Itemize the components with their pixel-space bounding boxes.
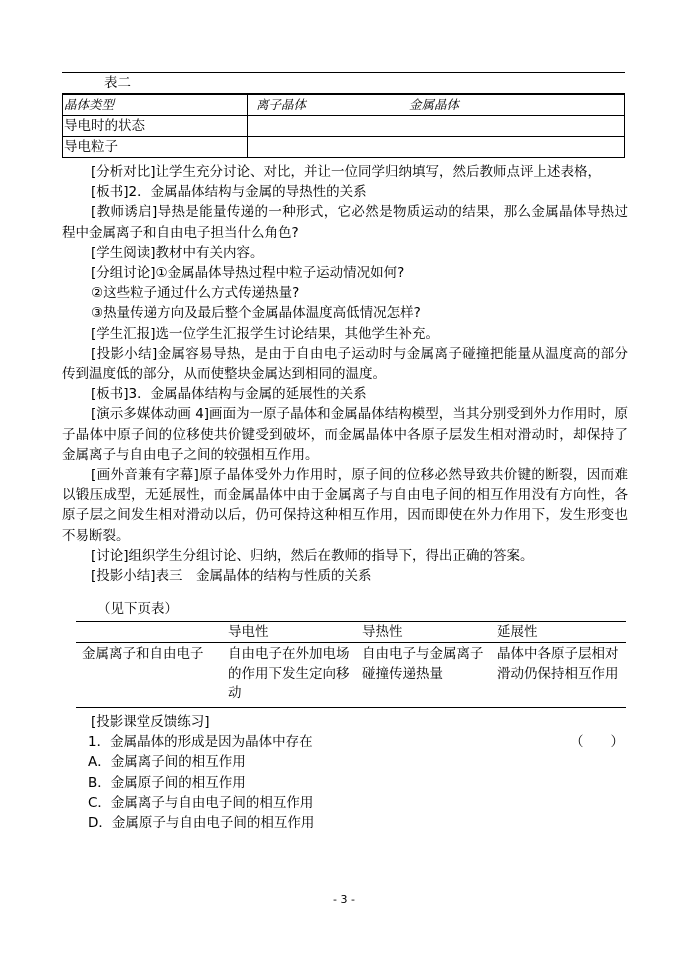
paragraph-student-report: [学生汇报]选一位学生汇报学生讨论结果，其他学生补充。 — [91, 325, 440, 342]
paragraph-student-reading: [学生阅读]教材中有关内容。 — [91, 244, 264, 261]
paragraph-teacher-prompt: [教师诱启]导热是能量传递的一种形式，它必然是物质运动的结果，那么金属晶体导热过程中金属离子和自由电子担当什么角色? — [62, 204, 628, 241]
paragraph-analysis: [分析对比]让学生充分讨论、对比，并让一位同学归纳填写，然后教师点评上述表格， — [91, 164, 602, 180]
header-ionic-crystal: 离子晶体 — [256, 97, 307, 112]
empty-cell — [248, 116, 625, 137]
exercise-heading: [投影课堂反馈练习] — [91, 714, 210, 730]
paragraph-voiceover: [画外音兼有字幕]原子晶体受外力作用时，原子间的位移必然导致共价键的断裂，因而难以锻压成型，无延展性，而金属晶体中由于金属离子与自由电子间的相互作用没有方向性，各原子层之间发生相对滑动以后，仍可保持这种相互作用，因而即使在外力作用下，发生形变也不易断裂。 — [62, 467, 628, 544]
cell-thermal: 自由电子与金属离子碰撞传递热量 — [356, 643, 491, 708]
option-c: C．金属离子与自由电子间的相互作用 — [88, 794, 314, 811]
paragraph-discussion: [讨论]组织学生分组讨论、归纳，然后在教师的指导下，得出正确的答案。 — [91, 547, 534, 564]
table-three — [76, 621, 626, 708]
header-thermal-conductivity: 导热性 — [356, 622, 491, 643]
table-two-title: 表二 — [104, 75, 131, 91]
paragraph-board-2: [板书]2．金属晶体结构与金属的导热性的关系 — [91, 184, 367, 201]
row-label-conducting-particles: 导电粒子 — [63, 137, 248, 158]
option-b: B．金属原子间的相互作用 — [88, 774, 246, 791]
paragraph-projection-summary: [投影小结]金属容易导热，是由于自由电子运动时与金属离子碰撞把能量从温度高的部分传到温度低的部分，从而使整块金属达到相同的温度。 — [62, 345, 628, 383]
exercise-question: 1．金属晶体的形成是因为晶体中存在 — [88, 734, 313, 751]
table-three-header-row — [76, 622, 626, 643]
table-row — [63, 116, 625, 137]
table-row — [76, 643, 626, 708]
header-conductivity: 导电性 — [222, 622, 356, 643]
paragraph-question-2: ②这些粒子通过什么方式传递热量? — [91, 285, 300, 302]
option-d: D．金属原子与自由电子间的相互作用 — [88, 814, 315, 831]
option-a: A．金属离子间的相互作用 — [88, 754, 246, 771]
cell-ductility: 晶体中各原子层相对滑动仍保持相互作用 — [491, 643, 626, 708]
exercise-question-line — [62, 732, 628, 752]
table-two-top-rule — [62, 72, 625, 73]
row-label-conducting-state: 导电时的状态 — [63, 116, 248, 137]
empty-cell — [248, 137, 625, 158]
answer-blank: （ ） — [570, 734, 624, 751]
paragraph-table-three-intro: [投影小结]表三 金属晶体的结构与性质的关系 — [91, 568, 372, 585]
table-three-header-empty — [76, 622, 222, 643]
table-two-grid — [62, 93, 625, 158]
paragraph-group-discussion: [分组讨论]①金属晶体导热过程中粒子运动情况如何? — [91, 265, 405, 282]
header-metal-crystal: 金属晶体 — [409, 97, 460, 112]
cell-conductivity: 自由电子在外加电场的作用下发生定向移动 — [222, 643, 356, 708]
table-three-caption: （见下页表） — [97, 601, 178, 617]
table-row — [63, 137, 625, 158]
header-ductility: 延展性 — [491, 622, 626, 643]
exercise-section — [62, 712, 628, 833]
page-number: - 3 - — [333, 893, 355, 906]
paragraph-question-3: ③热量传递方向及最后整个金属晶体温度高低情况怎样? — [91, 305, 421, 322]
table-two-header-row — [63, 94, 625, 116]
table-two-header-columns — [248, 94, 625, 116]
paragraph-multimedia-demo: [演示多媒体动画 4]画面为一原子晶体和金属晶体结构模型，当其分别受到外力作用时，原子晶体中原子间的位移使共价键受到破坏，而金属晶体中各原子层发生相对滑动时，却保持了金属离子与自由电子之间的较强相互作用。 — [62, 406, 628, 463]
body-text — [62, 162, 628, 586]
table-two-header-label: 晶体类型 — [63, 94, 248, 116]
cell-particles: 金属离子和自由电子 — [76, 643, 222, 708]
paragraph-board-3: [板书]3．金属晶体结构与金属的延展性的关系 — [91, 386, 367, 403]
